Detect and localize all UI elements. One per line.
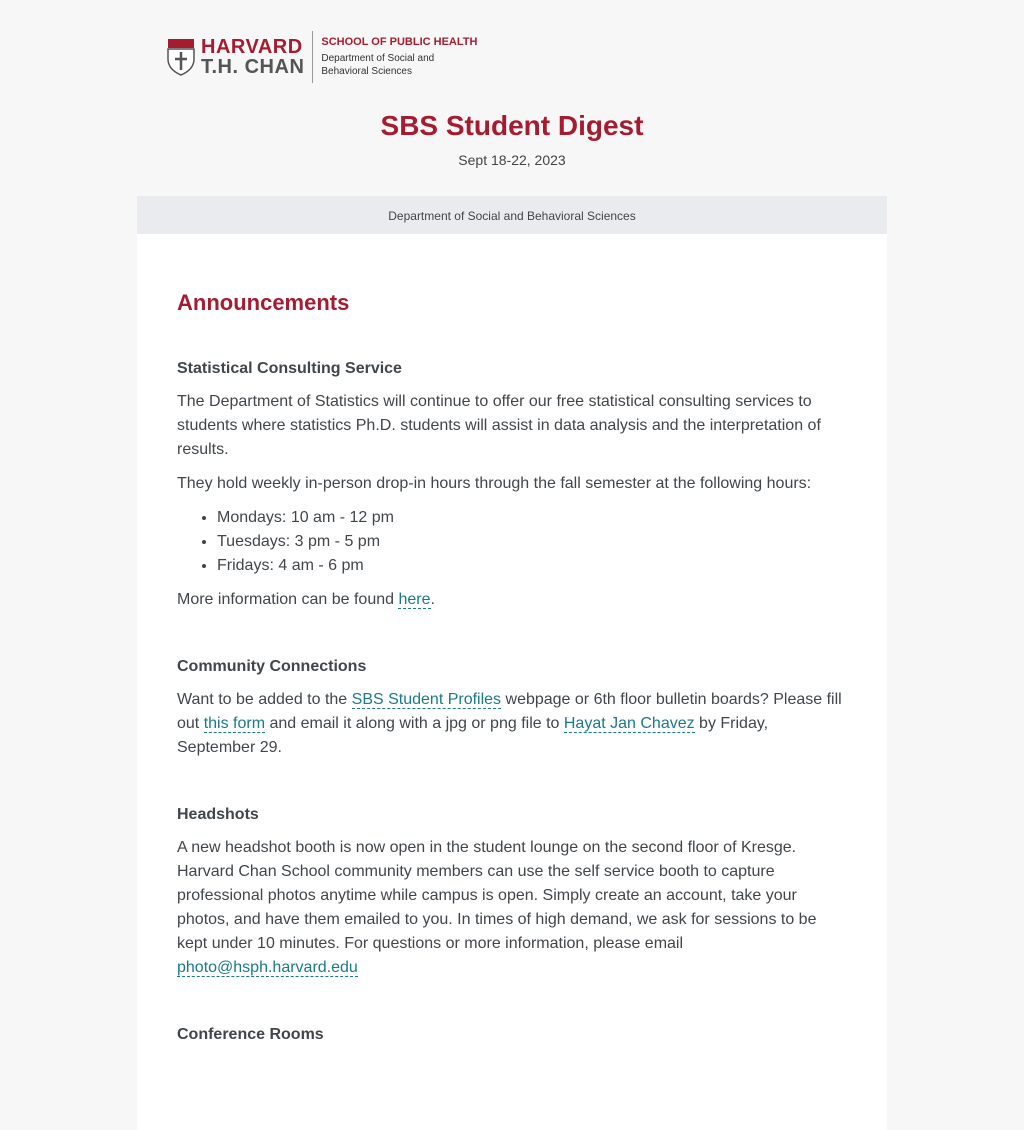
text: Want to be added to the — [177, 691, 352, 708]
text: by Friday, September 29. — [177, 715, 769, 756]
email-link[interactable]: photo@hsph.harvard.edu — [177, 959, 358, 976]
paragraph — [177, 836, 847, 980]
list-item: • Tuesdays: 3 pm - 5 pm — [217, 530, 847, 554]
sbs-profiles-link[interactable]: SBS Student Profiles — [351, 691, 502, 708]
logo-dept-1: Department of Social and — [321, 53, 435, 64]
digest-date: Sept 18-22, 2023 — [458, 152, 566, 168]
paragraph — [177, 588, 847, 612]
section-title: Conference Rooms — [177, 1026, 324, 1043]
hours-list — [177, 506, 847, 578]
department-band: Department of Social and Behavioral Sciences — [137, 196, 887, 234]
list-item: • Mondays: 10 am - 12 pm — [217, 506, 847, 530]
harvard-chan-logo — [167, 31, 477, 83]
text: A new headshot booth is now open in the student lounge on the second floor of Kresge. Harvard Chan School community members can use the self service booth to capture professional photos anytime while campus is open. Simply create an account, take your photos, and have them emailed to you. In times of high demand, we ask for sessions to be kept under 10 minutes. For questions or more information, please email — [177, 839, 817, 952]
shield-icon — [167, 38, 195, 76]
logo-harvard: HARVARD — [201, 36, 303, 58]
section-title: Community Connections — [177, 658, 367, 675]
announcements-heading: Announcements — [177, 290, 350, 315]
content — [137, 234, 887, 1130]
list-item: • Fridays: 4 am - 6 pm — [217, 554, 847, 578]
page-title: SBS Student Digest — [380, 110, 644, 141]
logo-dept-2: Behavioral Sciences — [321, 66, 412, 77]
section-title: Statistical Consulting Service — [177, 360, 402, 377]
logo-divider — [312, 31, 313, 83]
text: and email it along with a jpg or png file to — [265, 715, 564, 732]
section-headshots — [177, 806, 847, 980]
here-link[interactable]: here — [398, 591, 431, 608]
section-community — [177, 658, 847, 760]
logo-school: SCHOOL OF PUBLIC HEALTH — [321, 36, 478, 48]
paragraph: The Department of Statistics will continue to offer our free statistical consulting services to students where statistics Ph.D. students will assist in data analysis and the interpretation of results. — [177, 393, 821, 458]
paragraph: They hold weekly in-person drop-in hours through the fall semester at the following hours: — [177, 475, 812, 492]
text: More information can be found — [177, 591, 399, 608]
section-conference-rooms — [177, 1026, 847, 1044]
this-form-link[interactable]: this form — [203, 715, 266, 732]
section-consulting — [177, 360, 847, 612]
text: webpage or 6th floor bulletin boards? Please fill out — [177, 691, 842, 732]
paragraph — [177, 688, 847, 760]
logo-thchan: T.H. CHAN — [201, 56, 305, 78]
section-title: Headshots — [177, 806, 259, 823]
text: . — [430, 591, 435, 608]
hayat-link[interactable]: Hayat Jan Chavez — [563, 715, 695, 732]
